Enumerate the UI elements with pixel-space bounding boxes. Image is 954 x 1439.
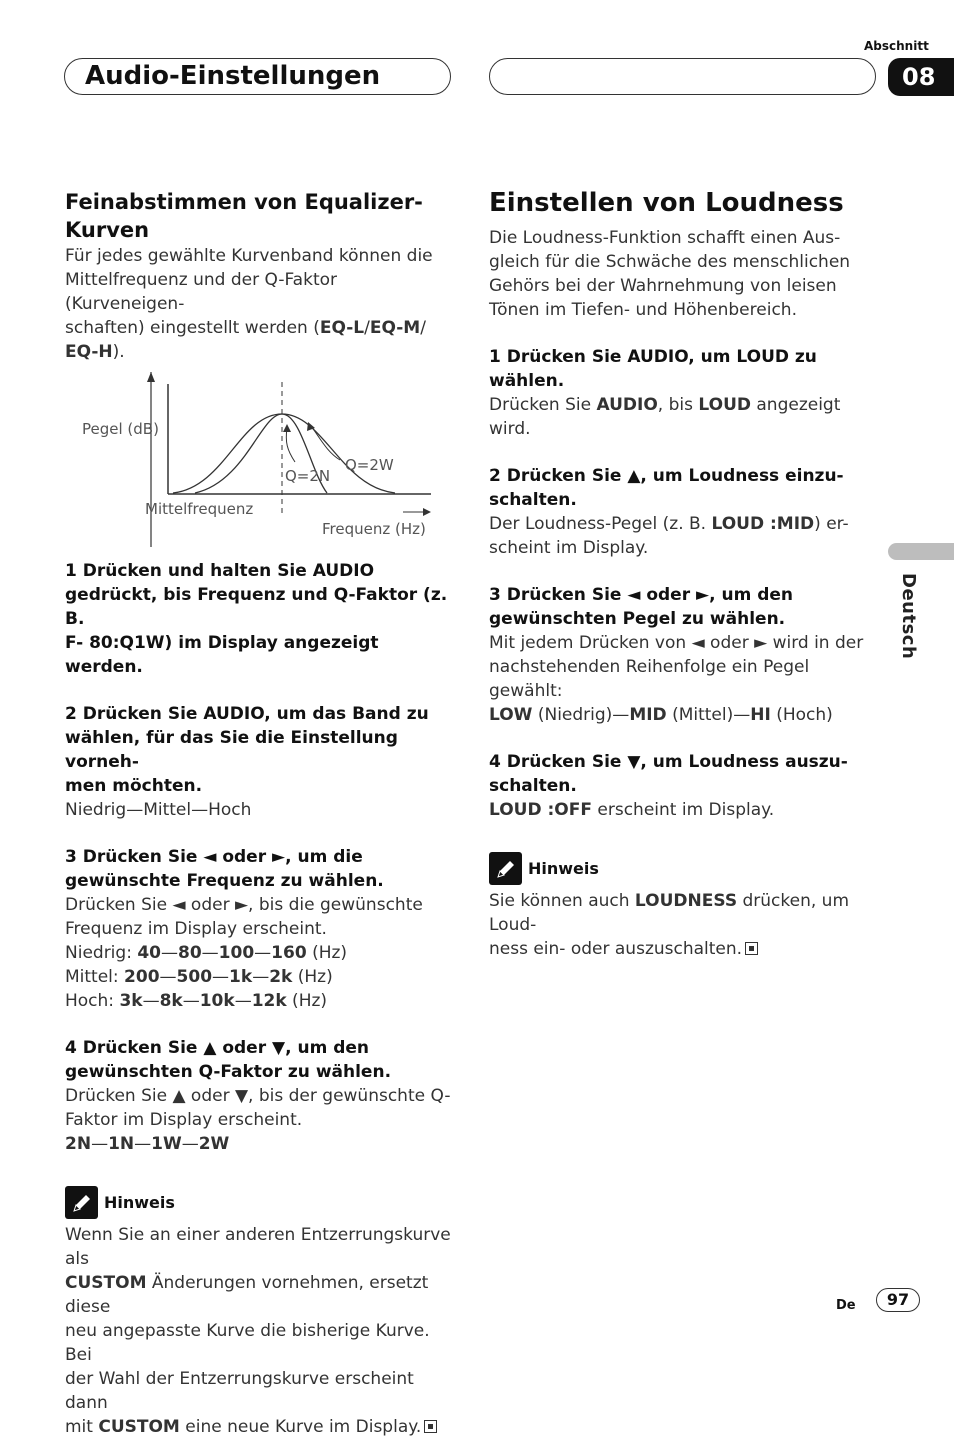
loudness-step-2: 2 Drücken Sie ▲, um Loudness einzu- schalten. <box>489 466 844 510</box>
equalizer-heading: Feinabstimmen von Equalizer- Kurven <box>65 190 423 242</box>
right-column <box>489 186 874 961</box>
end-mark-icon <box>745 942 758 955</box>
header-blank-frame <box>489 58 876 95</box>
q-narrow-pointer-head <box>283 424 291 432</box>
eq-note-heading: Hinweis <box>65 1186 455 1219</box>
x-axis-arrow-head <box>423 508 431 516</box>
abschnitt-label: Abschnitt <box>864 39 929 53</box>
eq-step-2-body: Niedrig—Mittel—Hoch <box>65 800 252 820</box>
page-number: 97 <box>876 1288 920 1312</box>
loudness-step-1: 1 Drücken Sie AUDIO, um LOUD zu wählen. <box>489 347 817 391</box>
chapter-number: 08 <box>888 58 954 96</box>
pencil-note-icon <box>65 1186 98 1219</box>
eq-note-body: Wenn Sie an einer anderen Entzerrungskurve als CUSTOM Änderungen vornehmen, ersetzt diese neu angepasste Kurve die bisherige Kurve. Bei der Wahl der Entzerrungskurve erscheint dann mit CUSTOM eine neue Kurve im Display. <box>65 1225 451 1437</box>
eq-step-3: 3 Drücken Sie ◄ oder ►, um die gewünschte Frequenz zu wählen. <box>65 847 384 891</box>
loudness-step-2-body: Der Loudness-Pegel (z. B. LOUD :MID) er- scheint im Display. <box>489 514 849 558</box>
eq-step-3-body: Drücken Sie ◄ oder ►, bis die gewünschte Frequenz im Display erscheint. Niedrig: 40—80—100—160 (Hz) Mittel: 200—500—1k—2k (Hz) Hoch: 3k—8k—10k—12k (Hz) <box>65 895 423 1011</box>
footer-language-code: De <box>836 1298 856 1313</box>
loudness-step-4-body: LOUD :OFF erscheint im Display. <box>489 800 775 820</box>
loudness-step-3-body: Mit jedem Drücken von ◄ oder ► wird in der nachstehenden Reihenfolge ein Pegel gewählt: LOW (Niedrig)—MID (Mittel)—HI (Hoch) <box>489 633 864 725</box>
language-label: Deutsch <box>898 573 919 660</box>
q-wide-label: Q=2W <box>345 456 394 474</box>
center-frequency-label: Mittelfrequenz <box>145 500 254 518</box>
loudness-note-body: Sie können auch LOUDNESS drücken, um Loud- ness ein- oder auszuschalten. <box>489 891 850 959</box>
end-mark-icon <box>424 1420 437 1433</box>
loudness-intro: Die Loudness-Funktion schafft einen Aus- gleich für die Schwäche des menschlichen Gehörs bei der Wahrnehmung von leisen Tönen im Tiefen- und Höhenbereich. <box>489 228 851 320</box>
language-tab-marker <box>888 543 954 560</box>
curve-wide <box>173 414 395 493</box>
y-axis-arrow-head <box>147 372 155 382</box>
x-axis-label: Frequenz (Hz) <box>322 520 426 538</box>
q-narrow-pointer <box>286 428 295 462</box>
loudness-heading: Einstellen von Loudness <box>489 188 844 218</box>
pencil-note-icon <box>489 852 522 885</box>
loudness-step-1-body: Drücken Sie AUDIO, bis LOUD angezeigt wird. <box>489 395 841 439</box>
eq-step-1: 1 Drücken und halten Sie AUDIO gedrückt, bis Frequenz und Q-Faktor (z. B. F- 80:Q1W) im Display angezeigt werden. <box>65 561 448 677</box>
section-title: Audio-Einstellungen <box>85 61 381 91</box>
eq-curve-diagram <box>65 372 455 547</box>
left-column <box>65 188 455 1439</box>
equalizer-intro: Für jedes gewählte Kurvenband können die Mittelfrequenz und der Q-Faktor (Kurveneigen- schaften) eingestellt werden (EQ-L/EQ-M/ EQ-H). <box>65 246 433 362</box>
loudness-note-heading: Hinweis <box>489 852 874 885</box>
eq-step-2: 2 Drücken Sie AUDIO, um das Band zu wählen, für das Sie die Einstellung vorneh- men möchten. <box>65 704 429 796</box>
y-axis-label: Pegel (dB) <box>82 420 159 438</box>
loudness-step-4: 4 Drücken Sie ▼, um Loudness auszu- schalten. <box>489 752 848 796</box>
loudness-step-3: 3 Drücken Sie ◄ oder ►, um den gewünschten Pegel zu wählen. <box>489 585 793 629</box>
eq-step-4: 4 Drücken Sie ▲ oder ▼, um den gewünschten Q-Faktor zu wählen. <box>65 1038 392 1082</box>
q-narrow-label: Q=2N <box>285 467 331 485</box>
eq-step-4-body: Drücken Sie ▲ oder ▼, bis der gewünschte Q- Faktor im Display erscheint. 2N—1N—1W—2W <box>65 1086 451 1154</box>
